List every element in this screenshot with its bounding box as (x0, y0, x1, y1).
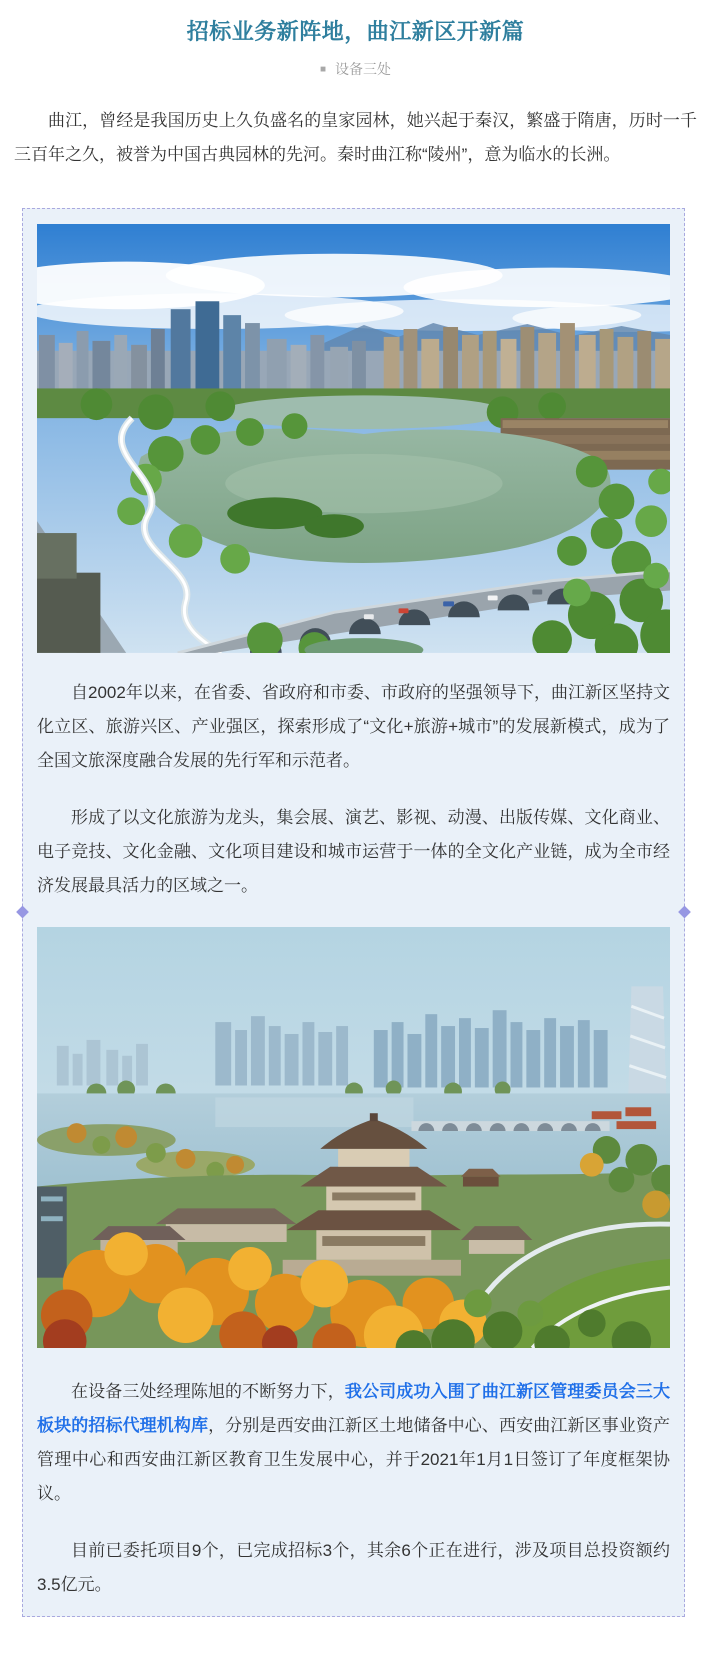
result-highlight-text: 我公司成功入围了曲江新区管理委员会三大板块的招标代理机构库 (37, 1381, 671, 1435)
byline-label: 设备三处 (335, 60, 392, 77)
qujiang-lake-aerial-photo (37, 224, 670, 653)
square-bullet-icon: ■ (319, 63, 327, 75)
diamond-icon (16, 906, 29, 919)
byline (0, 59, 711, 79)
development-paragraph: 自2002年以来，在省委、省政府和市委、市政府的坚强领导下，曲江新区坚持文化立区、旅游兴区、产业强区，探索形成了“文化+旅游+城市”的发展新模式，成为了全国文旅深度融合发展的先行军和示范者。 (37, 682, 670, 770)
page-title: 招标业务新阵地，曲江新区开新篇 (186, 19, 525, 44)
projects-paragraph: 目前已委托项目9个，已完成招标3个，其余6个正在进行，涉及项目总投资额约3.5亿元。 (37, 1540, 670, 1594)
result-text-prefix: 在设备三处经理陈旭的不断努力下， (71, 1381, 345, 1401)
qujiang-pavilion-autumn-photo (37, 927, 670, 1348)
industry-paragraph: 形成了以文化旅游为龙头，集会展、演艺、影视、动漫、出版传媒、文化商业、电子竞技、文化金融、文化项目建设和城市运营于一体的全文化产业链，成为全市经济发展最具活力的区域之一。 (37, 807, 670, 895)
content-box (22, 208, 685, 1617)
result-paragraph (37, 1375, 670, 1511)
diamond-icon (678, 906, 691, 919)
intro-paragraph: 曲江，曾经是我国历史上久负盛名的皇家园林，她兴起于秦汉，繁盛于隋唐，历时一千三百年之久，被誉为中国古典园林的先河。秦时曲江称“陵州”，意为临水的长洲。 (14, 110, 697, 164)
result-text-suffix: ，分别是西安曲江新区土地储备中心、西安曲江新区事业资产管理中心和西安曲江新区教育卫生发展中心，并于2021年1月1日签订了年度框架协议。 (37, 1415, 671, 1503)
